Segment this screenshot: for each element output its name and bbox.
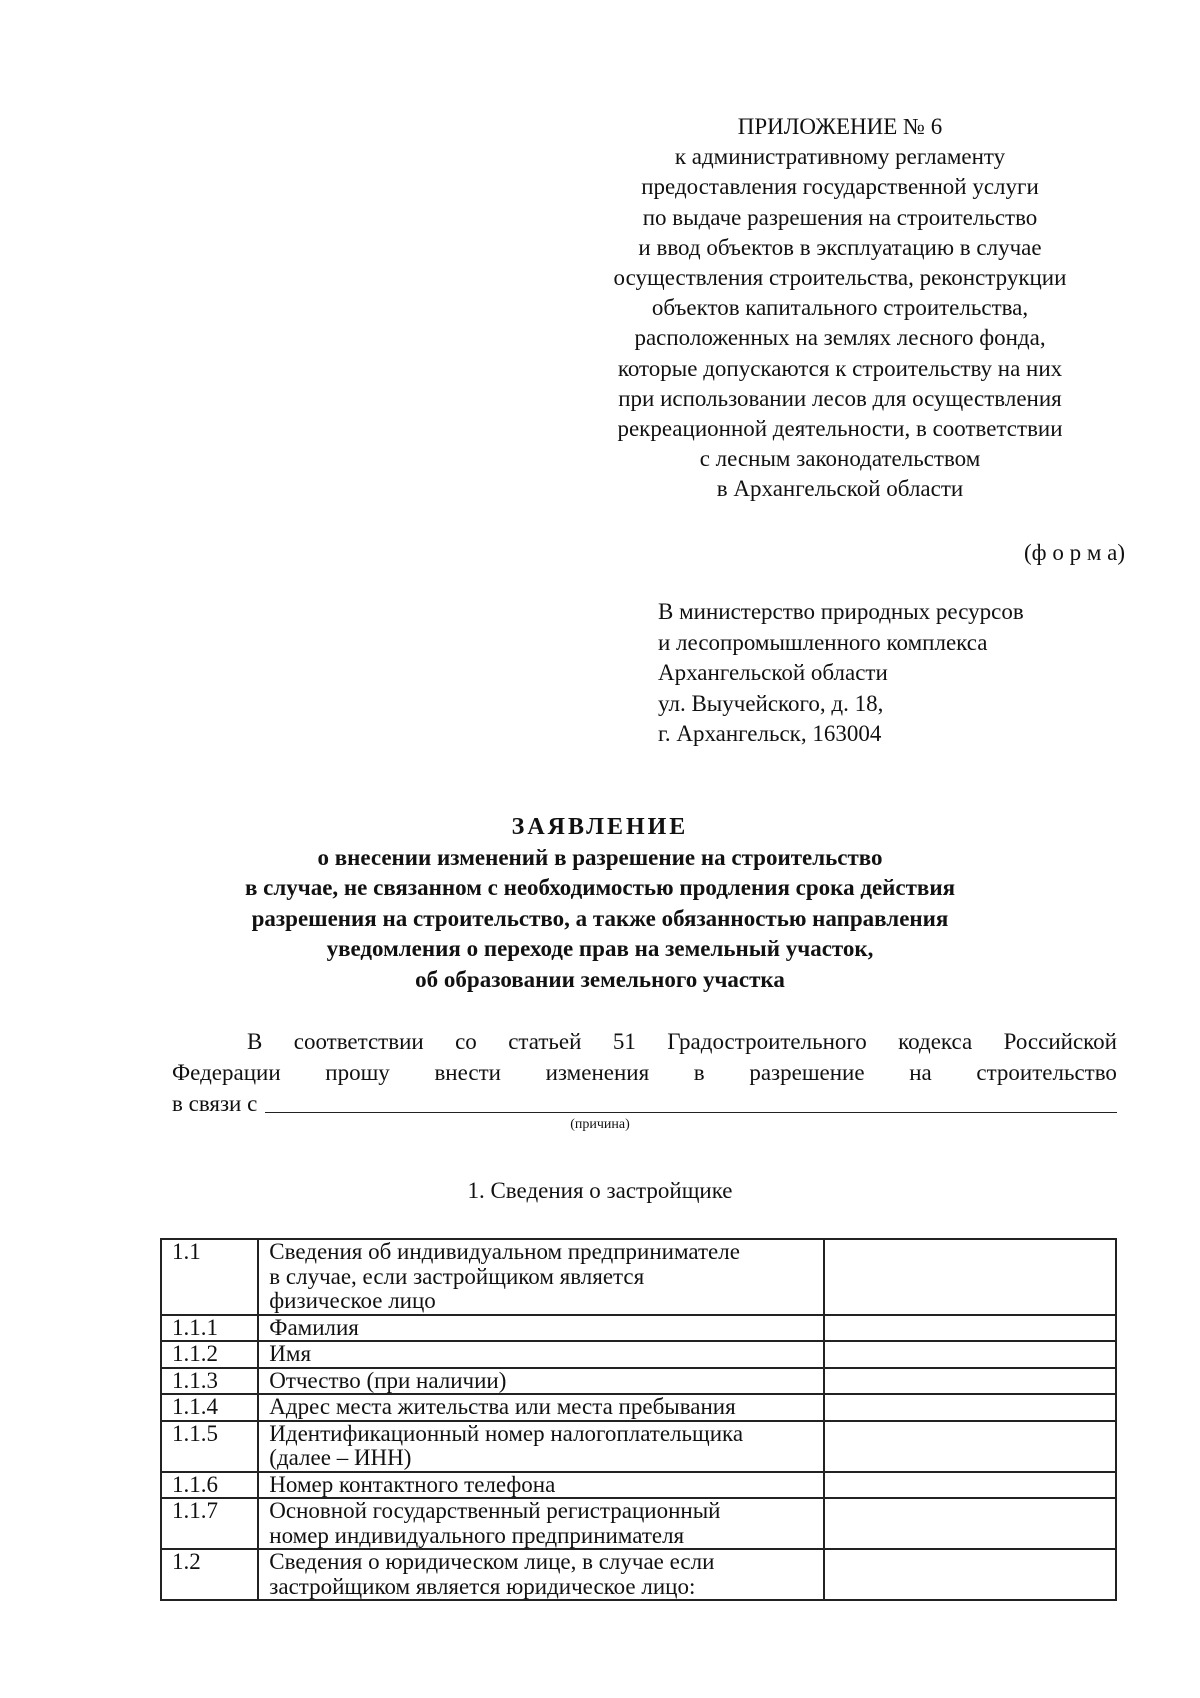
row-value-field[interactable]	[824, 1498, 1116, 1549]
appendix-line: по выдаче разрешения на строительство	[642, 204, 1038, 230]
title-line: об образовании земельного участка	[415, 966, 785, 992]
table-row	[161, 1394, 1116, 1421]
title-line: уведомления о переходе прав на земельный участок,	[326, 936, 874, 961]
reason-field[interactable]	[265, 1090, 1117, 1113]
document-title	[0, 812, 1200, 995]
appendix-line: с лесным законодательством	[699, 446, 981, 472]
row-description	[258, 1315, 824, 1342]
row-number: 1.1	[161, 1239, 258, 1315]
row-number: 1.1.7	[161, 1498, 258, 1549]
paragraph-word: Градостроительного	[667, 1029, 867, 1054]
paragraph-word: Российской	[1003, 1029, 1117, 1054]
appendix-line: рекреационной деятельности, в соответствии	[617, 416, 1063, 442]
row-description-line: Идентификационный номер налогоплательщика	[269, 1420, 744, 1446]
row-number: 1.1.2	[161, 1341, 258, 1368]
row-number: 1.2	[161, 1549, 258, 1600]
paragraph-word: кодекса	[898, 1029, 973, 1054]
appendix-line: при использовании лесов для осуществления	[618, 385, 1062, 411]
appendix-line: и ввод объектов в эксплуатацию в случае	[638, 234, 1042, 260]
row-description	[258, 1472, 824, 1499]
table-row	[161, 1368, 1116, 1395]
appendix-line: в Архангельской области	[716, 476, 964, 502]
paragraph-line-1	[172, 1026, 1117, 1057]
row-description-line: (далее – ИНН)	[269, 1445, 412, 1470]
paragraph-word: разрешение	[749, 1060, 865, 1085]
title-line: в случае, не связанном с необходимостью продления срока действия	[244, 875, 956, 900]
table-row	[161, 1315, 1116, 1342]
row-description-line: Сведения о юридическом лице, в случае если	[269, 1549, 715, 1574]
title-main: ЗАЯВЛЕНИЕ	[511, 814, 689, 840]
row-description-line: Основной государственный регистрационный	[269, 1498, 721, 1523]
section-title: 1. Сведения о застройщике	[467, 1178, 733, 1203]
reason-prefix: в связи с	[172, 1091, 258, 1116]
paragraph-line-2	[172, 1057, 1117, 1088]
paragraph-line-3	[172, 1088, 1117, 1119]
appendix-line: которые допускаются к строительству на них	[617, 355, 1063, 381]
request-paragraph	[172, 1026, 1117, 1119]
reason-caption: (причина)	[570, 1117, 630, 1132]
paragraph-word: изменения	[545, 1060, 650, 1085]
paragraph-word: строительство	[976, 1060, 1117, 1085]
row-description-line: Отчество (при наличии)	[269, 1367, 507, 1393]
developer-info-table	[160, 1238, 1117, 1601]
row-description-line: Имя	[269, 1341, 312, 1366]
appendix-line: ПРИЛОЖЕНИЕ № 6	[737, 114, 943, 139]
row-value-field[interactable]	[824, 1315, 1116, 1342]
recipient-line: и лесопромышленного комплекса	[658, 629, 988, 655]
row-number: 1.1.3	[161, 1368, 258, 1395]
row-number: 1.1.4	[161, 1394, 258, 1421]
table-row	[161, 1239, 1116, 1315]
appendix-line: предоставления государственной услуги	[641, 174, 1039, 200]
appendix-line: осуществления строительства, реконструкции	[613, 265, 1067, 291]
row-description	[258, 1368, 824, 1395]
row-description-line: номер индивидуального предпринимателя	[269, 1522, 685, 1548]
row-description	[258, 1239, 824, 1315]
table-row	[161, 1472, 1116, 1499]
paragraph-word: внести	[434, 1060, 501, 1085]
paragraph-word: статьей	[508, 1029, 582, 1054]
row-description-line: застройщиком является юридическое лицо:	[269, 1573, 696, 1599]
form-mark: (ф о р м а)	[1024, 540, 1125, 565]
table-row	[161, 1498, 1116, 1549]
row-number: 1.1.5	[161, 1421, 258, 1472]
table-row	[161, 1341, 1116, 1368]
title-line: разрешения на строительство, а также обязанностью направления	[251, 905, 949, 931]
row-description	[258, 1341, 824, 1368]
recipient-address	[658, 597, 1024, 750]
recipient-line: г. Архангельск, 163004	[658, 721, 882, 746]
row-description	[258, 1421, 824, 1472]
row-value-field[interactable]	[824, 1421, 1116, 1472]
row-value-field[interactable]	[824, 1341, 1116, 1368]
recipient-line: Архангельской области	[658, 660, 888, 685]
paragraph-word: В	[247, 1029, 263, 1054]
row-number: 1.1.6	[161, 1472, 258, 1499]
row-description-line: Адрес места жительства или места пребывания	[269, 1394, 736, 1419]
title-line: о внесении изменений в разрешение на строительство	[317, 844, 883, 870]
row-description	[258, 1549, 824, 1600]
paragraph-word: на	[909, 1060, 932, 1085]
paragraph-word: 51	[612, 1029, 636, 1054]
row-description-line: Номер контактного телефона	[269, 1471, 556, 1497]
title-subtitle	[0, 843, 1200, 996]
row-number: 1.1.1	[161, 1315, 258, 1342]
table-row	[161, 1421, 1116, 1472]
recipient-line: ул. Выучейского, д. 18,	[658, 690, 884, 716]
row-description-line: Фамилия	[269, 1314, 359, 1340]
row-value-field[interactable]	[824, 1394, 1116, 1421]
row-description-line: Сведения об индивидуальном предпринимателе	[269, 1239, 740, 1264]
recipient-line: В министерство природных ресурсов	[658, 599, 1024, 624]
paragraph-word: со	[455, 1029, 477, 1054]
row-value-field[interactable]	[824, 1472, 1116, 1499]
paragraph-word: в	[693, 1060, 705, 1085]
appendix-line: объектов капитального строительства,	[651, 295, 1029, 321]
appendix-line: расположенных на землях лесного фонда,	[634, 325, 1046, 351]
appendix-header	[560, 112, 1120, 505]
paragraph-word: Федерации	[172, 1060, 281, 1085]
row-value-field[interactable]	[824, 1368, 1116, 1395]
row-value-field[interactable]	[824, 1549, 1116, 1600]
row-value-field[interactable]	[824, 1239, 1116, 1315]
appendix-line: к административному регламенту	[674, 144, 1006, 170]
row-description-line: физическое лицо	[269, 1288, 436, 1313]
paragraph-word: соответствии	[293, 1029, 424, 1054]
paragraph-word: прошу	[325, 1060, 390, 1085]
table-row	[161, 1549, 1116, 1600]
row-description	[258, 1394, 824, 1421]
row-description	[258, 1498, 824, 1549]
row-description-line: в случае, если застройщиком является	[269, 1263, 645, 1289]
